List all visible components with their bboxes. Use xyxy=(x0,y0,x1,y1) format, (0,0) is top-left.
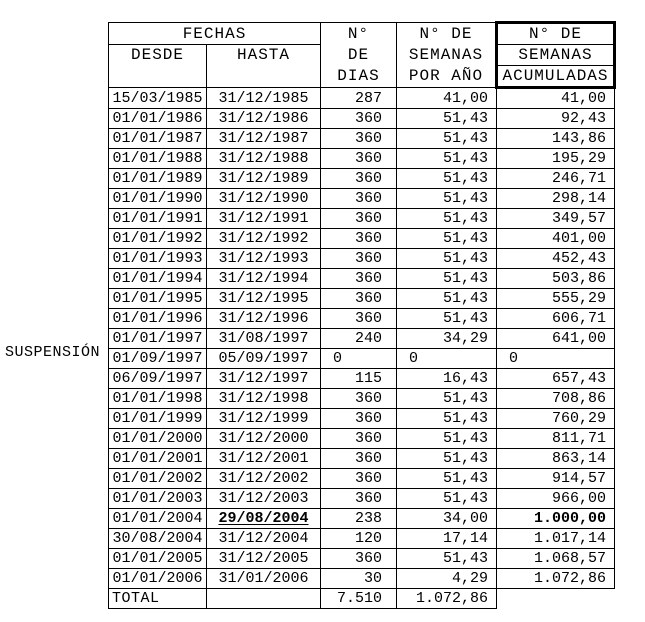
desde-cell: 30/08/2004 xyxy=(109,529,207,549)
desde-cell: 01/01/1990 xyxy=(109,189,207,209)
table-row xyxy=(109,349,615,369)
acumuladas-cell: 1.068,57 xyxy=(497,549,615,569)
semanas-cell: 4,29 xyxy=(397,569,497,589)
desde-cell: 01/01/2006 xyxy=(109,569,207,589)
acumuladas-cell: 195,29 xyxy=(497,149,615,169)
dias-cell: 360 xyxy=(321,149,397,169)
semanas-cell: 51,43 xyxy=(397,129,497,149)
acumuladas-cell: 92,43 xyxy=(497,109,615,129)
header-semanas-acumuladas-line3: ACUMULADAS xyxy=(497,66,615,88)
semanas-cell: 51,43 xyxy=(397,469,497,489)
hasta-cell: 31/12/2002 xyxy=(207,469,321,489)
hasta-cell: 31/12/1989 xyxy=(207,169,321,189)
dias-cell: 360 xyxy=(321,169,397,189)
semanas-cell: 51,43 xyxy=(397,189,497,209)
dias-cell: 360 xyxy=(321,249,397,269)
table-row xyxy=(109,529,615,549)
dias-cell: 360 xyxy=(321,449,397,469)
semanas-cell: 51,43 xyxy=(397,269,497,289)
desde-cell: 01/01/1992 xyxy=(109,229,207,249)
acumuladas-cell: 349,57 xyxy=(497,209,615,229)
dias-cell: 360 xyxy=(321,389,397,409)
hasta-cell: 31/12/1986 xyxy=(207,109,321,129)
table-row xyxy=(109,589,615,609)
acumuladas-cell: 760,29 xyxy=(497,409,615,429)
dias-cell: 360 xyxy=(321,309,397,329)
dias-cell: 360 xyxy=(321,429,397,449)
table-row xyxy=(109,169,615,189)
semanas-cell: 51,43 xyxy=(397,489,497,509)
header-row-1 xyxy=(109,23,615,45)
table-row xyxy=(109,189,615,209)
semanas-cell: 51,43 xyxy=(397,109,497,129)
acumuladas-cell: 452,43 xyxy=(497,249,615,269)
semanas-cell: 1.072,86 xyxy=(397,589,497,609)
desde-cell: 01/01/1989 xyxy=(109,169,207,189)
semanas-cell: 51,43 xyxy=(397,169,497,189)
semanas-cell: 0 xyxy=(397,349,497,369)
acumuladas-cell: 863,14 xyxy=(497,449,615,469)
hasta-cell: 05/09/1997 xyxy=(207,349,321,369)
desde-cell: 01/01/1996 xyxy=(109,309,207,329)
hasta-cell: 31/12/1998 xyxy=(207,389,321,409)
table-row xyxy=(109,269,615,289)
desde-cell: 06/09/1997 xyxy=(109,369,207,389)
desde-cell: 01/01/2001 xyxy=(109,449,207,469)
acumuladas-cell: 1.072,86 xyxy=(497,569,615,589)
desde-cell: 01/01/1994 xyxy=(109,269,207,289)
desde-cell: 01/01/1986 xyxy=(109,109,207,129)
desde-cell: 01/01/1988 xyxy=(109,149,207,169)
acumuladas-cell: 246,71 xyxy=(497,169,615,189)
table-row xyxy=(109,369,615,389)
header-dias-line3: DIAS xyxy=(337,66,380,85)
table-row xyxy=(109,429,615,449)
hasta-cell xyxy=(207,589,321,609)
hasta-cell: 31/12/2005 xyxy=(207,549,321,569)
semanas-cell: 51,43 xyxy=(397,549,497,569)
desde-cell: 01/01/1997 xyxy=(109,329,207,349)
semanas-cell: 41,00 xyxy=(397,88,497,109)
table-row xyxy=(109,549,615,569)
desde-cell: 01/01/1993 xyxy=(109,249,207,269)
acumuladas-cell: 708,86 xyxy=(497,389,615,409)
acumuladas-cell: 966,00 xyxy=(497,489,615,509)
acumuladas-cell: 641,00 xyxy=(497,329,615,349)
hasta-cell: 31/12/1991 xyxy=(207,209,321,229)
hasta-cell: 31/12/1996 xyxy=(207,309,321,329)
acumuladas-cell: 1.000,00 xyxy=(497,509,615,529)
acumuladas-cell: 503,86 xyxy=(497,269,615,289)
table-body xyxy=(109,88,615,609)
hasta-cell: 31/12/2001 xyxy=(207,449,321,469)
table-row xyxy=(109,469,615,489)
table-row xyxy=(109,329,615,349)
desde-cell: 01/01/2003 xyxy=(109,489,207,509)
acumuladas-cell: 41,00 xyxy=(497,88,615,109)
acumuladas-cell xyxy=(497,589,615,609)
table-row xyxy=(109,129,615,149)
hasta-cell: 29/08/2004 xyxy=(207,509,321,529)
acumuladas-cell: 0 xyxy=(497,349,615,369)
hasta-cell: 31/12/2004 xyxy=(207,529,321,549)
dias-cell: 360 xyxy=(321,229,397,249)
table-row xyxy=(109,489,615,509)
desde-cell: 01/01/2005 xyxy=(109,549,207,569)
hasta-cell: 31/12/1992 xyxy=(207,229,321,249)
semanas-cell: 16,43 xyxy=(397,369,497,389)
dias-cell: 360 xyxy=(321,109,397,129)
semanas-cell: 51,43 xyxy=(397,289,497,309)
dias-cell: 360 xyxy=(321,209,397,229)
acumuladas-cell: 401,00 xyxy=(497,229,615,249)
header-desde: DESDE xyxy=(109,45,207,88)
dias-cell: 360 xyxy=(321,289,397,309)
table-row xyxy=(109,149,615,169)
semanas-cell: 34,29 xyxy=(397,329,497,349)
desde-cell: 15/03/1985 xyxy=(109,88,207,109)
desde-cell: 01/01/1999 xyxy=(109,409,207,429)
header-semanas-por-ano-line3: POR AÑO xyxy=(408,66,484,85)
header-dias-line1: N° xyxy=(347,24,370,43)
desde-cell: TOTAL xyxy=(109,589,207,609)
dias-cell: 360 xyxy=(321,129,397,149)
table-row xyxy=(109,209,615,229)
hasta-cell: 31/12/2003 xyxy=(207,489,321,509)
hasta-cell: 31/12/1993 xyxy=(207,249,321,269)
semanas-cell: 51,43 xyxy=(397,389,497,409)
dias-cell: 240 xyxy=(321,329,397,349)
table-row xyxy=(109,229,615,249)
dias-cell: 360 xyxy=(321,189,397,209)
desde-cell: 01/09/1997 xyxy=(109,349,207,369)
dias-cell: 0 xyxy=(321,349,397,369)
semanas-cell: 51,43 xyxy=(397,409,497,429)
hasta-cell: 31/12/1999 xyxy=(207,409,321,429)
dias-cell: 360 xyxy=(321,409,397,429)
hasta-cell: 31/12/1994 xyxy=(207,269,321,289)
table-row xyxy=(109,249,615,269)
dias-cell: 360 xyxy=(321,489,397,509)
table-row xyxy=(109,309,615,329)
header-semanas-por-ano-line1: N° DE xyxy=(419,24,473,43)
semanas-cell: 51,43 xyxy=(397,449,497,469)
semanas-cell: 34,00 xyxy=(397,509,497,529)
table-row xyxy=(109,509,615,529)
semanas-cell: 51,43 xyxy=(397,209,497,229)
hasta-cell: 31/12/1990 xyxy=(207,189,321,209)
semanas-cell: 51,43 xyxy=(397,429,497,449)
desde-cell: 01/01/1991 xyxy=(109,209,207,229)
dias-cell: 360 xyxy=(321,549,397,569)
header-semanas-por-ano-line2: SEMANAS xyxy=(408,45,484,64)
table-row xyxy=(109,449,615,469)
dias-cell: 115 xyxy=(321,369,397,389)
header-semanas-acumuladas-line1: N° DE xyxy=(497,23,615,45)
header-semanas-acumuladas-line2: SEMANAS xyxy=(497,45,615,66)
dias-cell: 30 xyxy=(321,569,397,589)
table-row xyxy=(109,569,615,589)
weeks-calculation-table xyxy=(108,21,616,609)
acumuladas-cell: 657,43 xyxy=(497,369,615,389)
hasta-cell: 31/08/1997 xyxy=(207,329,321,349)
semanas-cell: 51,43 xyxy=(397,309,497,329)
hasta-cell: 31/12/1997 xyxy=(207,369,321,389)
desde-cell: 01/01/2002 xyxy=(109,469,207,489)
table-header xyxy=(109,23,615,88)
acumuladas-cell: 298,14 xyxy=(497,189,615,209)
table-row xyxy=(109,109,615,129)
hasta-cell: 31/12/2000 xyxy=(207,429,321,449)
hasta-cell: 31/12/1987 xyxy=(207,129,321,149)
acumuladas-cell: 606,71 xyxy=(497,309,615,329)
suspension-label: SUSPENSIÓN xyxy=(5,344,101,361)
acumuladas-cell: 1.017,14 xyxy=(497,529,615,549)
desde-cell: 01/01/1998 xyxy=(109,389,207,409)
table-row xyxy=(109,289,615,309)
semanas-cell: 51,43 xyxy=(397,149,497,169)
header-semanas-por-ano xyxy=(397,23,497,88)
table-row xyxy=(109,389,615,409)
desde-cell: 01/01/2000 xyxy=(109,429,207,449)
dias-cell: 360 xyxy=(321,269,397,289)
dias-cell: 360 xyxy=(321,469,397,489)
dias-cell: 7.510 xyxy=(321,589,397,609)
desde-cell: 01/01/1995 xyxy=(109,289,207,309)
acumuladas-cell: 143,86 xyxy=(497,129,615,149)
hasta-cell: 31/12/1985 xyxy=(207,88,321,109)
desde-cell: 01/01/1987 xyxy=(109,129,207,149)
dias-cell: 120 xyxy=(321,529,397,549)
header-dias-line2: DE xyxy=(347,45,370,64)
acumuladas-cell: 555,29 xyxy=(497,289,615,309)
acumuladas-cell: 914,57 xyxy=(497,469,615,489)
table-row xyxy=(109,409,615,429)
header-hasta: HASTA xyxy=(207,45,321,88)
header-dias xyxy=(321,23,397,88)
dias-cell: 238 xyxy=(321,509,397,529)
semanas-cell: 51,43 xyxy=(397,229,497,249)
hasta-cell: 31/01/2006 xyxy=(207,569,321,589)
desde-cell: 01/01/2004 xyxy=(109,509,207,529)
semanas-cell: 17,14 xyxy=(397,529,497,549)
semanas-cell: 51,43 xyxy=(397,249,497,269)
table-row xyxy=(109,88,615,109)
hasta-cell: 31/12/1995 xyxy=(207,289,321,309)
hasta-cell: 31/12/1988 xyxy=(207,149,321,169)
acumuladas-cell: 811,71 xyxy=(497,429,615,449)
header-fechas: FECHAS xyxy=(109,23,321,45)
dias-cell: 287 xyxy=(321,88,397,109)
